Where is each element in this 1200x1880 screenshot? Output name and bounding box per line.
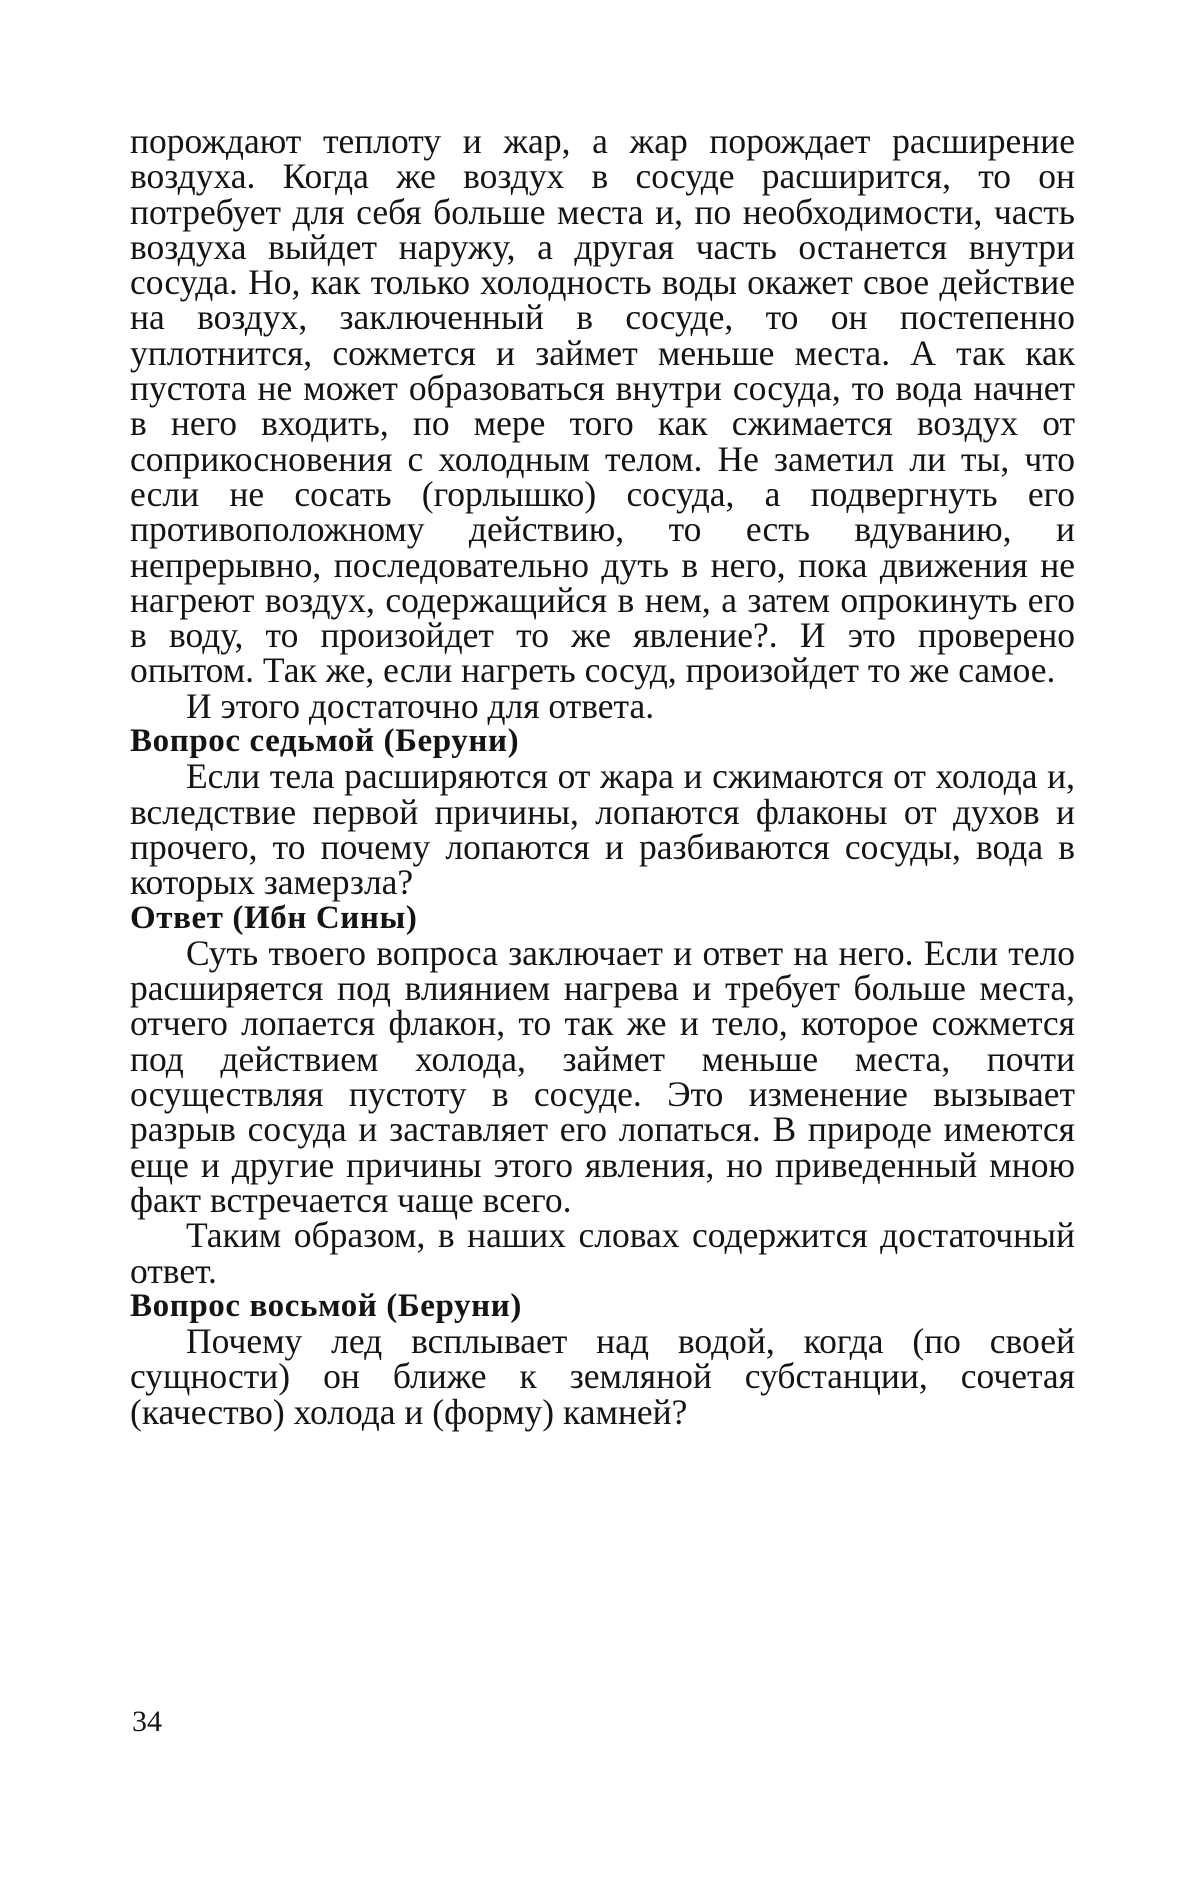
paragraph-answer: Суть твоего вопроса заключает и ответ на него. Если тело расширяется под влиянием нагрева и требует больше места, отчего лопается флакон, то так же и тело, которое сожмется под действием холода, займет меньше места, почти осуществляя пустоту в сосуде. Это изменение вызывает разрыв сосуда и заставляет его лопаться. В природе имеются еще и другие причины этого явления, но приведенный мною факт встречается чаще всего.	[130, 932, 1075, 1220]
paragraph-question-seven: Если тела расширяются от жара и сжимаются от холода и, вследствие первой причины, лопаются флаконы от духов и прочего, то почему лопаются и разбиваются сосуды, вода в которых замерзла?	[130, 756, 1075, 903]
heading-answer: Ответ (Ибн Сины)	[130, 899, 418, 936]
paragraph-question-eight: Почему лед всплывает над водой, когда (по своей сущности) он ближе к земляной субстанции, сочетая (качество) холода и (форму) камней?	[130, 1321, 1075, 1432]
heading-question-seven: Вопрос седьмой (Беруни)	[130, 723, 520, 760]
page-number: 34	[132, 1705, 162, 1738]
paragraph-answer-conclusion: Таким образом, в наших словах содержится достаточный ответ.	[130, 1215, 1075, 1291]
page-body	[130, 121, 1075, 1432]
heading-question-eight: Вопрос восьмой (Беруни)	[130, 1287, 522, 1324]
paragraph-continuation: порождают теплоту и жар, а жар порождает расширение воздуха. Когда же воздух в сосуде расширится, то он потребует для себя больше места и, по необходимости, часть воздуха выйдет наружу, а другая часть останется внутри сосуда. Но, как только холодность воды окажет свое действие на воздух, заключенный в сосуде, то он постепенно уплотнится, сожмется и займет меньше места. А так как пустота не может образоваться внутри сосуда, то вода начнет в него входить, по мере того как сжимается воздух от соприкосновения с холодным телом. Не заметил ли ты, что если не сосать (горлышко) сосуда, а подвергнуть его противоположному действию, то есть вдуванию, и непрерывно, последовательно дуть в него, пока движения не нагреют воздух, содержащийся в нем, а затем опрокинуть его в воду, то произойдет то же явление?. И это проверено опытом. Так же, если нагреть сосуд, произойдет то же самое.	[130, 121, 1075, 691]
paragraph-conclusion: И этого достаточно для ответа.	[186, 685, 655, 726]
